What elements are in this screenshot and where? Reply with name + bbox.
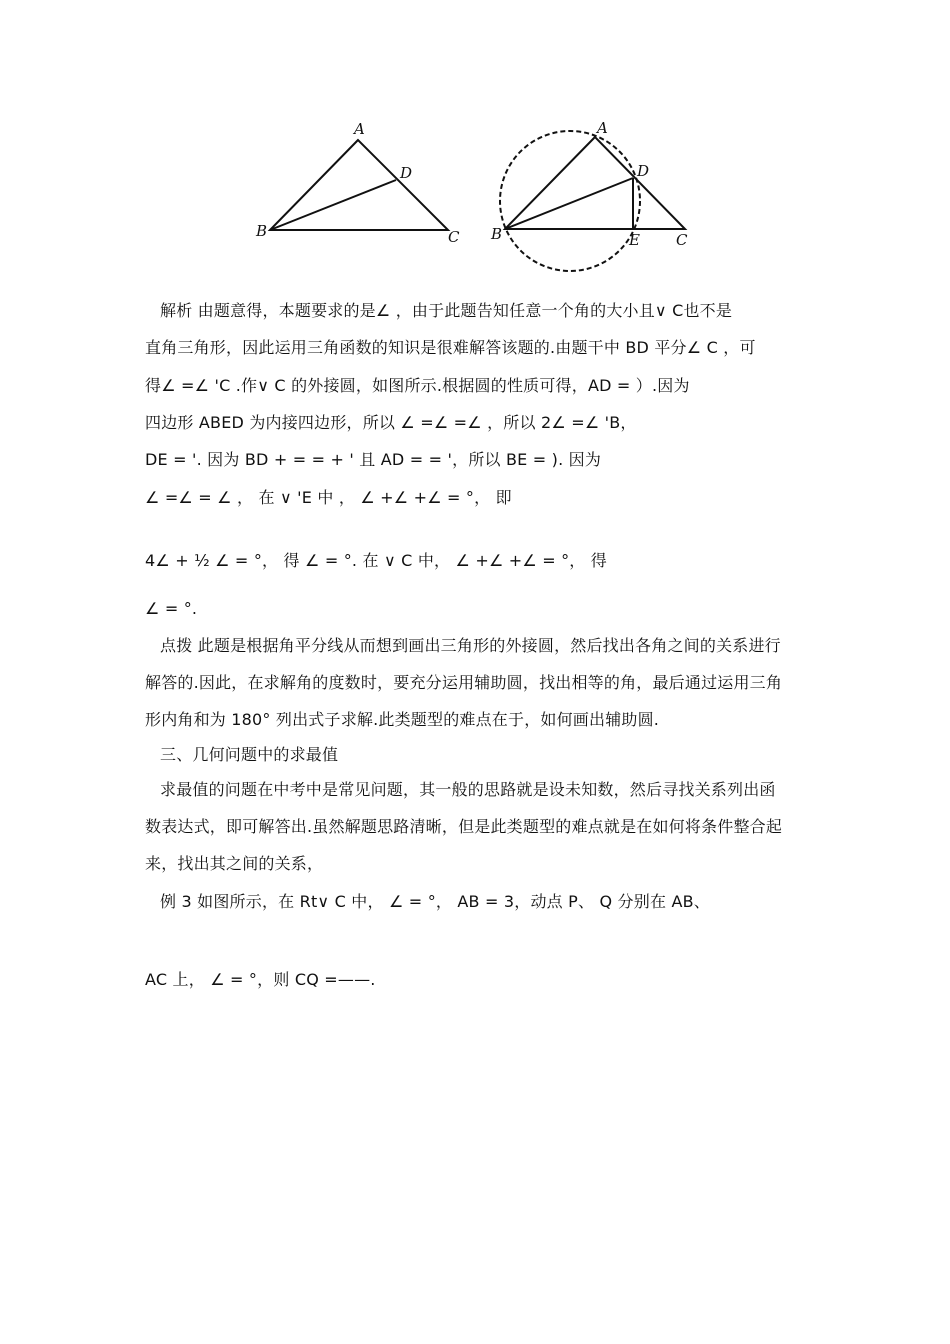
text-line-10: 解答的.因此，在求解角的度数时，要充分运用辅助圆，找出相等的角，最后通过运用三角	[145, 673, 783, 692]
label-c-left: C	[448, 228, 460, 246]
section-heading: 三、几何问题中的求最值	[160, 745, 339, 764]
text-line-16: 例 3 如图所示，在 Rt∨ C 中， ∠ = °， AB = 3，动点 P、 Q 分别在 AB、	[160, 892, 710, 911]
label-b-right: B	[491, 225, 503, 243]
text-line-7: 4∠ + ½ ∠ = °， 得 ∠ = °. 在 ∨ C 中， ∠ +∠ +∠ = °， 得	[145, 551, 607, 570]
text-line-9: 点拨 此题是根据角平分线从而想到画出三角形的外接圆，然后找出各角之间的关系进行	[160, 636, 781, 655]
label-c-right: C	[676, 231, 688, 249]
triangle-abc-right	[505, 137, 685, 229]
label-a-left: A	[354, 120, 365, 138]
label-d-left: D	[400, 164, 413, 182]
text-line-17: AC 上， ∠ = °，则 CQ =——.	[145, 970, 376, 989]
text-line-14: 数表达式，即可解答出.虽然解题思路清晰，但是此类题型的难点就是在如何将条件整合起	[145, 817, 783, 836]
triangle-abc-left	[270, 140, 448, 230]
text-line-3: 得∠ =∠ 'C .作∨ C 的外接圆，如图所示.根据圆的性质可得，AD = ）.因为	[145, 376, 690, 395]
segment-bd-left	[270, 180, 396, 230]
text-line-15: 来，找出其之间的关系，	[145, 854, 324, 873]
label-b-left: B	[256, 222, 268, 240]
text-line-4: 四边形 ABED 为内接四边形，所以 ∠ =∠ =∠ ，所以 2∠ =∠ 'B，	[145, 413, 637, 432]
text-line-11: 形内角和为 180° 列出式子求解.此类题型的难点在于，如何画出辅助圆.	[145, 710, 660, 729]
label-d-right: D	[637, 162, 650, 180]
text-line-6: ∠ =∠ = ∠ ， 在 ∨ 'E 中 ， ∠ +∠ +∠ = °， 即	[145, 488, 512, 507]
text-line-1: 解析 由题意得，本题要求的是∠ ，由于此题告知任意一个角的大小且∨ C也不是	[160, 301, 733, 320]
segment-bd-right	[505, 178, 633, 229]
label-e-right: E	[629, 231, 640, 249]
figure-triangle-left	[250, 118, 470, 248]
figure-triangle-circle-right	[485, 115, 700, 280]
text-line-5: DE = '. 因为 BD + = = + ' 且 AD = = '，所以 BE = ). 因为	[145, 450, 602, 469]
label-a-right: A	[597, 119, 608, 137]
circumcircle	[500, 131, 640, 271]
text-line-8: ∠ = °.	[145, 599, 198, 618]
text-line-13: 求最值的问题在中考中是常见问题，其一般的思路就是设未知数，然后寻找关系列出函	[160, 780, 776, 799]
text-line-2: 直角三角形，因此运用三角函数的知识是很难解答该题的.由题干中 BD 平分∠ C ，可	[145, 338, 756, 357]
